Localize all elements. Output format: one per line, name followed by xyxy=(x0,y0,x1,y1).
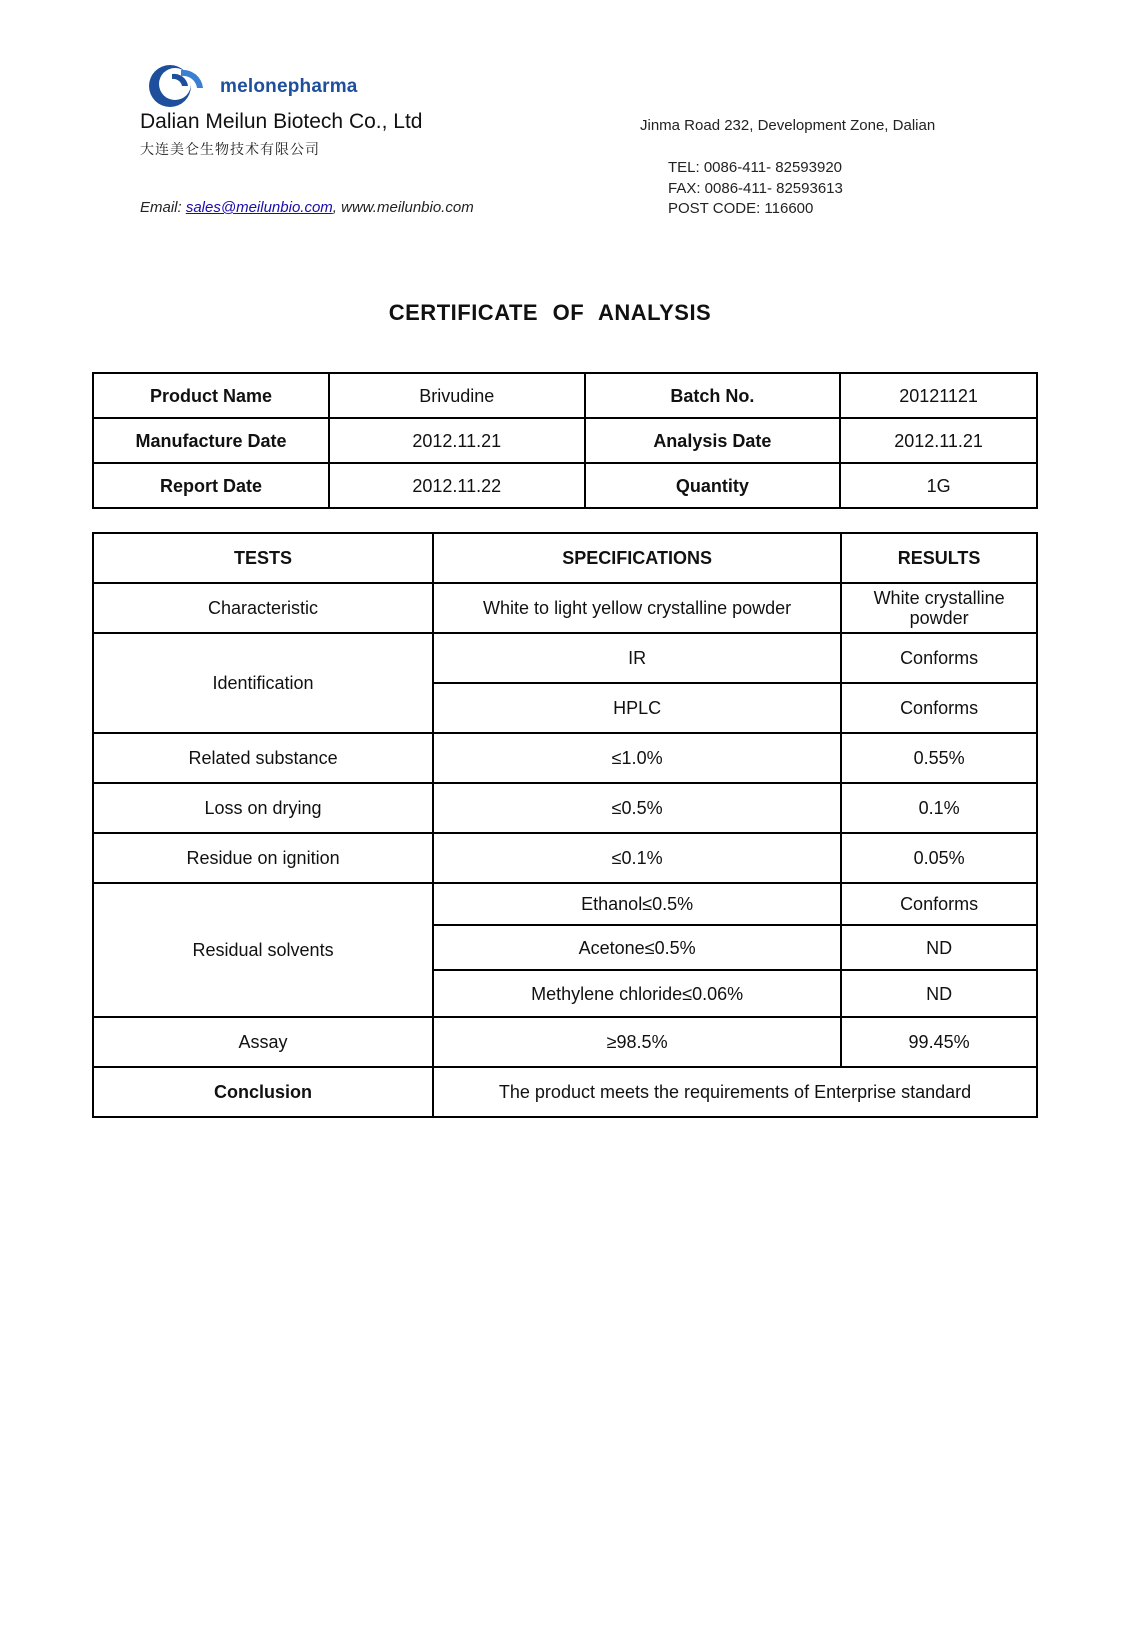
post-code: POST CODE: 116600 xyxy=(668,200,814,217)
table-row xyxy=(93,883,1037,925)
batch-label: Batch No. xyxy=(585,373,841,418)
table-row xyxy=(93,1067,1037,1117)
document-title xyxy=(0,300,1100,326)
company-logo-icon xyxy=(148,62,210,110)
brand-name: melonepharma xyxy=(220,76,358,97)
analysis-date-label: Analysis Date xyxy=(585,418,841,463)
test-name: Residue on ignition xyxy=(93,833,433,883)
telephone: TEL: 0086-411- 82593920 xyxy=(668,159,843,176)
table-row xyxy=(93,833,1037,883)
test-result: Conforms xyxy=(841,683,1037,733)
test-spec: ≤1.0% xyxy=(433,733,841,783)
tests-table xyxy=(92,532,1038,1118)
test-name: Assay xyxy=(93,1017,433,1067)
test-spec: Ethanol≤0.5% xyxy=(433,883,841,925)
contact-line xyxy=(140,199,474,216)
report-date-value: 2012.11.22 xyxy=(329,463,585,508)
company-name-chinese: 大连美仑生物技术有限公司 xyxy=(140,142,320,158)
test-spec: IR xyxy=(433,633,841,683)
email-link[interactable]: sales@meilunbio.com xyxy=(185,199,333,216)
batch-value: 20121121 xyxy=(840,373,1037,418)
test-name: Characteristic xyxy=(93,583,433,633)
test-spec: Acetone≤0.5% xyxy=(433,925,841,970)
table-row xyxy=(93,583,1037,633)
test-name: Identification xyxy=(93,633,433,733)
test-spec: Methylene chloride≤0.06% xyxy=(433,970,841,1017)
report-date-label: Report Date xyxy=(93,463,329,508)
test-name: Related substance xyxy=(93,733,433,783)
table-row xyxy=(93,463,1037,508)
table-row xyxy=(93,783,1037,833)
test-result: 0.1% xyxy=(841,783,1037,833)
document-title-text: CERTIFICATE OF ANALYSIS xyxy=(388,300,712,325)
quantity-value: 1G xyxy=(840,463,1037,508)
test-result: White crystalline powder xyxy=(841,583,1037,633)
table-row xyxy=(93,733,1037,783)
conclusion-label: Conclusion xyxy=(93,1067,433,1117)
table-row xyxy=(93,373,1037,418)
table-row xyxy=(93,633,1037,683)
product-name-label: Product Name xyxy=(93,373,329,418)
product-info-table xyxy=(92,372,1038,509)
header-tests: TESTS xyxy=(93,533,433,583)
test-name: Residual solvents xyxy=(93,883,433,1017)
test-result: 0.55% xyxy=(841,733,1037,783)
test-spec: White to light yellow crystalline powder xyxy=(433,583,841,633)
website-text: www.meilunbio.com xyxy=(341,199,474,216)
header-specifications: SPECIFICATIONS xyxy=(433,533,841,583)
manufacture-date-label: Manufacture Date xyxy=(93,418,329,463)
test-spec: HPLC xyxy=(433,683,841,733)
fax: FAX: 0086-411- 82593613 xyxy=(668,180,843,197)
test-spec: ≤0.1% xyxy=(433,833,841,883)
table-row xyxy=(93,1017,1037,1067)
table-row xyxy=(93,418,1037,463)
website-separator: , xyxy=(332,199,342,216)
quantity-label: Quantity xyxy=(585,463,841,508)
header-results: RESULTS xyxy=(841,533,1037,583)
test-result: 99.45% xyxy=(841,1017,1037,1067)
test-result: ND xyxy=(841,925,1037,970)
test-result: 0.05% xyxy=(841,833,1037,883)
table-header-row xyxy=(93,533,1037,583)
test-result: ND xyxy=(841,970,1037,1017)
test-name: Loss on drying xyxy=(93,783,433,833)
test-result: Conforms xyxy=(841,633,1037,683)
test-spec: ≤0.5% xyxy=(433,783,841,833)
email-label: Email: xyxy=(140,199,186,216)
test-spec: ≥98.5% xyxy=(433,1017,841,1067)
manufacture-date-value: 2012.11.21 xyxy=(329,418,585,463)
company-name-english: Dalian Meilun Biotech Co., Ltd xyxy=(140,110,423,133)
conclusion-text: The product meets the requirements of Enterprise standard xyxy=(433,1067,1037,1117)
analysis-date-value: 2012.11.21 xyxy=(840,418,1037,463)
test-result: Conforms xyxy=(841,883,1037,925)
product-name-value: Brivudine xyxy=(329,373,585,418)
company-address: Jinma Road 232, Development Zone, Dalian xyxy=(640,117,936,134)
